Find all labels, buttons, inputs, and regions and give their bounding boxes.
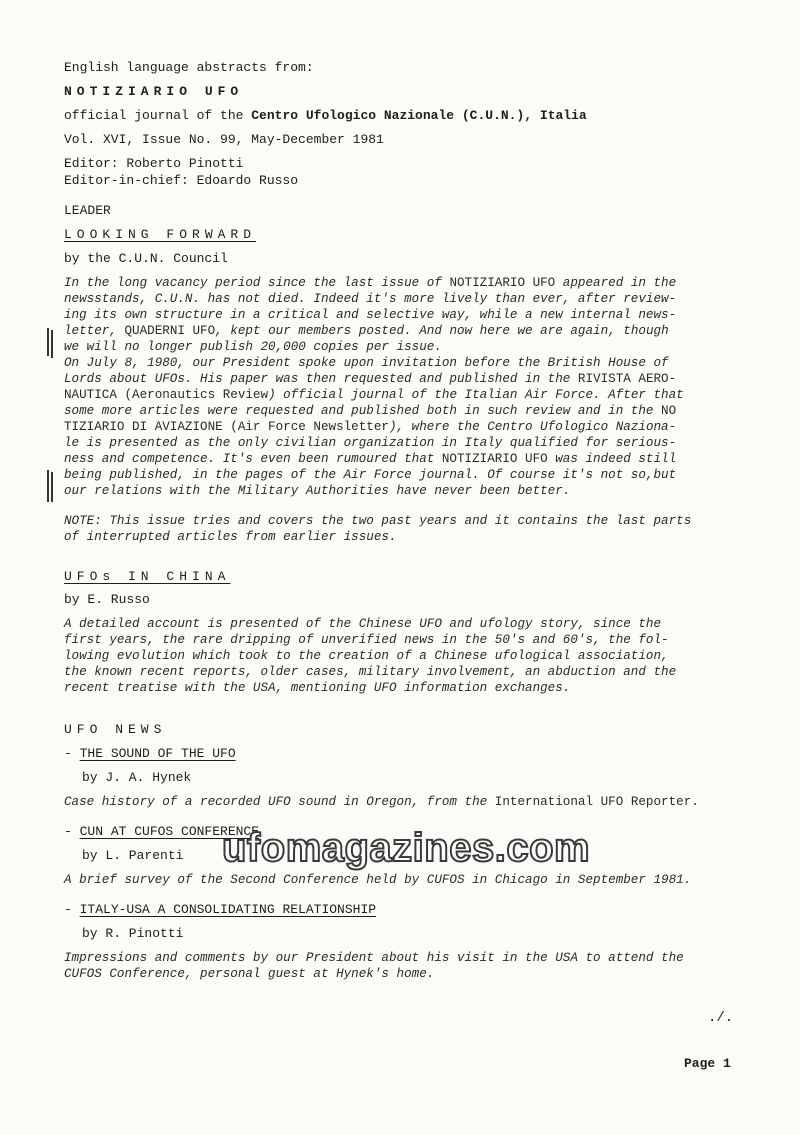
italic-text: newsstands, C.U.N. has not died. Indeed it's more lively than ever, after review- xyxy=(64,292,677,306)
text-line xyxy=(64,403,744,419)
text-line xyxy=(64,323,744,339)
news-item-title: - CUN AT CUFOS CONFERENCE xyxy=(64,824,260,839)
text-line xyxy=(64,483,744,499)
news-title: UFO NEWS xyxy=(64,722,167,737)
italic-text: some more articles were requested and published both in such review and in the xyxy=(64,404,662,418)
china-byline: by E. Russo xyxy=(64,592,150,607)
news-item-abstract xyxy=(64,794,744,810)
italic-text: In the long vacancy period since the last issue of xyxy=(64,276,450,290)
news-item-abstract xyxy=(64,872,744,888)
italic-text: A brief survey of the Second Conference held by CUFOS in Chicago in September 1981. xyxy=(64,873,692,887)
italic-text: Impressions and comments by our President about his visit in the USA to attend the xyxy=(64,951,684,965)
italic-text: On July 8, 1980, our President spoke upon invitation before the British House of xyxy=(64,356,669,370)
organization-suffix: (C.U.N.), Italia xyxy=(454,108,587,123)
organization-name: Centro Ufologico Nazionale xyxy=(251,108,455,123)
text-line xyxy=(64,275,744,291)
text-line xyxy=(64,451,744,467)
official-prefix: official journal of the xyxy=(64,108,252,123)
text-line xyxy=(64,419,744,435)
news-item-byline: by R. Pinotti xyxy=(82,926,184,941)
text-line xyxy=(64,371,744,387)
italic-text: ing its own structure in a critical and selective way, while a new internal news- xyxy=(64,308,677,322)
news-item-title: - THE SOUND OF THE UFO xyxy=(64,746,236,761)
editor-line: Editor: Roberto Pinotti xyxy=(64,156,244,171)
news-item-title-text: CUN AT CUFOS CONFERENCE xyxy=(79,824,260,839)
italic-text: was indeed still xyxy=(547,452,677,466)
note-line: of interrupted articles from earlier issues. xyxy=(64,530,397,544)
news-item-title: - ITALY-USA A CONSOLIDATING RELATIONSHIP xyxy=(64,902,377,917)
issue-line: Vol. XVI, Issue No. 99, May-December 1981 xyxy=(64,132,384,147)
text-line xyxy=(64,339,744,355)
text-line xyxy=(64,872,744,888)
news-item-byline: by L. Parenti xyxy=(82,848,184,863)
margin-mark xyxy=(51,330,53,358)
news-item-abstract xyxy=(64,950,744,982)
leader-paragraph xyxy=(64,275,744,499)
italic-text: le is presented as the only civilian organization in Italy qualified for serious- xyxy=(64,436,677,450)
abstract-line: the known recent reports, older cases, military involvement, an abduction and the xyxy=(64,665,677,679)
roman-text: NO xyxy=(661,404,677,418)
leader-note xyxy=(64,513,744,545)
text-line xyxy=(64,435,744,451)
roman-text: International UFO Reporter. xyxy=(494,795,699,809)
news-item-title-text: THE SOUND OF THE UFO xyxy=(79,746,236,761)
text-line xyxy=(64,355,744,371)
china-abstract xyxy=(64,616,744,696)
italic-text: , kept our members posted. And now here we are again, though xyxy=(215,324,669,338)
note-line: NOTE: This issue tries and covers the two past years and it contains the last parts xyxy=(64,514,692,528)
italic-text: being published, in the pages of the Air Force journal. Of course it's not so,but xyxy=(64,468,677,482)
roman-text: TIZIARIO DI AVIAZIONE (Air Force Newsletter xyxy=(64,420,389,434)
text-line xyxy=(64,387,744,403)
leader-label: LEADER xyxy=(64,203,111,218)
text-line xyxy=(64,467,744,483)
roman-text: NAUTICA (Aeronautics Review xyxy=(64,388,269,402)
roman-text: QUADERNI UFO xyxy=(124,324,216,338)
journal-name: NOTIZIARIO UFO xyxy=(64,84,244,99)
roman-text: NOTIZIARIO UFO xyxy=(449,276,556,290)
site-watermark: ufomagazines.com xyxy=(222,826,591,870)
text-line xyxy=(64,291,744,307)
italic-text: Lords about UFOs. His paper was then requested and published in the xyxy=(64,372,578,386)
continuation-mark: ./. xyxy=(708,1010,734,1026)
roman-text: NOTIZIARIO UFO xyxy=(441,452,548,466)
abstract-line: recent treatise with the USA, mentioning UFO information exchanges. xyxy=(64,681,571,695)
leader-byline: by the C.U.N. Council xyxy=(64,251,228,266)
italic-text: CUFOS Conference, personal guest at Hynek's home. xyxy=(64,967,435,981)
italic-text: ness and competence. It's even been rumoured that xyxy=(64,452,442,466)
official-line xyxy=(64,108,744,124)
italic-text: we will no longer publish 20,000 copies per issue. xyxy=(64,340,442,354)
italic-text: appeared in the xyxy=(555,276,677,290)
editor-in-chief-line: Editor-in-chief: Edoardo Russo xyxy=(64,173,299,188)
text-line xyxy=(64,794,744,810)
page-number: Page 1 xyxy=(684,1056,731,1071)
text-line xyxy=(64,950,744,966)
abstract-line: lowing evolution which took to the creation of a Chinese ufological association, xyxy=(64,649,669,663)
margin-mark xyxy=(47,470,49,502)
text-line xyxy=(64,966,744,982)
italic-text: Case history of a recorded UFO sound in Oregon, from the xyxy=(64,795,495,809)
italic-text: ) official journal of the Italian Air Force. After that xyxy=(268,388,684,402)
abstract-line: A detailed account is presented of the Chinese UFO and ufology story, since the xyxy=(64,617,662,631)
china-title: UFOs IN CHINA xyxy=(64,569,231,584)
abstract-line: first years, the rare dripping of unverified news in the 50's and 60's, the fol- xyxy=(64,633,669,647)
italic-text: our relations with the Military Authorities have never been better. xyxy=(64,484,571,498)
margin-mark xyxy=(51,472,53,502)
italic-text: ), where the Centro Ufologico Naziona- xyxy=(388,420,677,434)
leader-title: LOOKING FORWARD xyxy=(64,227,257,242)
roman-text: RIVISTA AERO- xyxy=(577,372,677,386)
text-line xyxy=(64,307,744,323)
intro-line: English language abstracts from: xyxy=(64,60,314,75)
news-item-title-text: ITALY-USA A CONSOLIDATING RELATIONSHIP xyxy=(79,902,377,917)
margin-mark xyxy=(47,328,49,356)
italic-text: letter, xyxy=(64,324,125,338)
news-item-byline: by J. A. Hynek xyxy=(82,770,192,785)
